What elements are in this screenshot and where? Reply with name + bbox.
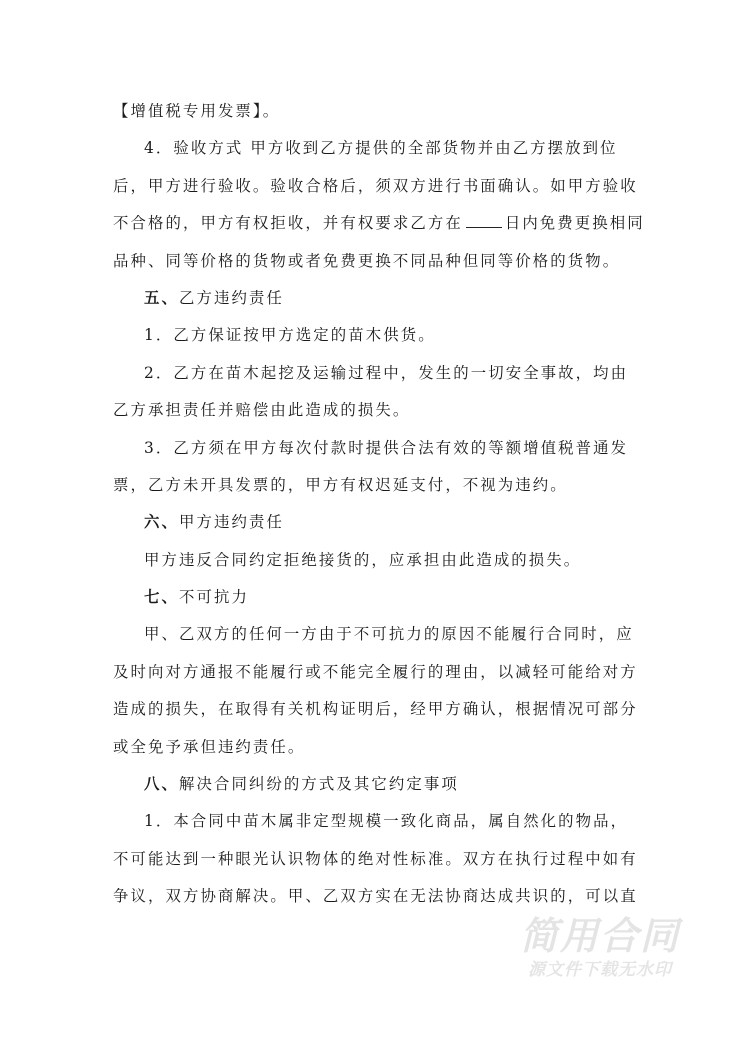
section-number: 五、 [144,288,179,307]
section-heading-7 [113,579,631,616]
paragraph-line: 甲方违反合同约定拒绝接货的，应承担由此造成的损失。 [144,550,582,569]
paragraph-line: 3．乙方须在甲方每次付款时提供合法有效的等额增值税普通发 [144,438,629,457]
section-number: 八、 [144,775,179,794]
watermark [505,915,695,983]
paragraph-line: 后，甲方进行验收。验收合格后，须双方进行书面确认。如甲方验收 [113,176,638,195]
watermark-tagline: 源文件下载无水印 [528,960,672,980]
section-title: 解决合同纠纷的方式及其它约定事项 [178,775,459,794]
paragraph-line: 造成的损失，在取得有关机构证明后，经甲方确认，根据情况可部分 [113,700,638,719]
section-heading-5 [113,280,631,317]
paragraph-line: 【增值税专用发票】。 [113,102,281,120]
paragraph-line: 品种、同等价格的货物或者免费更换不同品种但同等价格的货物。 [113,251,621,270]
paragraph-line: 乙方承担责任并赔偿由此造成的损失。 [113,401,411,420]
paragraph-line: 甲、乙双方的任何一方由于不可抗力的原因不能履行合同时，应 [144,625,634,644]
paragraph-line: 及时向对方通报不能履行或不能完全履行的理由，以减轻可能给对方 [113,662,638,681]
paragraph-line: 2．乙方在苗木起挖及运输过程中，发生的一切安全事故，均由 [144,363,629,382]
section-title: 乙方违约责任 [178,288,284,307]
section-heading-8 [113,766,631,803]
paragraph-line: 票，乙方未开具发票的，甲方有权迟延支付，不视为违约。 [113,475,568,494]
paragraph-line: 或全免予承但违约责任。 [113,737,306,756]
paragraph-line-with-blank [113,205,645,242]
document-body [113,93,645,916]
line-text-before-blank: 不合格的，甲方有权拒收，并有权要求乙方在 [113,214,463,233]
paragraph-line: 不可能达到一种眼光认识物体的绝对性标准。双方在执行过程中如有 [113,849,638,868]
paragraph-line: 1．乙方保证按甲方选定的苗木供货。 [144,326,436,345]
paragraph-line: 4．验收方式 甲方收到乙方提供的全部货物并由乙方摆放到位 [144,139,618,158]
section-title: 甲方违约责任 [178,513,284,532]
section-title: 不可抗力 [178,588,249,607]
watermark-brand: 简用合同 [519,914,680,958]
section-number: 七、 [144,588,179,607]
paragraph-line: 争议，双方协商解决。甲、乙双方实在无法协商达成共识的，可以直 [113,887,638,906]
fill-in-blank[interactable] [466,213,502,228]
line-text-after-blank: 日内免费更换相同 [504,214,645,233]
section-number: 六、 [144,513,179,532]
paragraph-line: 1．本合同中苗木属非定型规模一致化商品，属自然化的物品， [144,812,629,831]
section-heading-6 [113,504,631,541]
